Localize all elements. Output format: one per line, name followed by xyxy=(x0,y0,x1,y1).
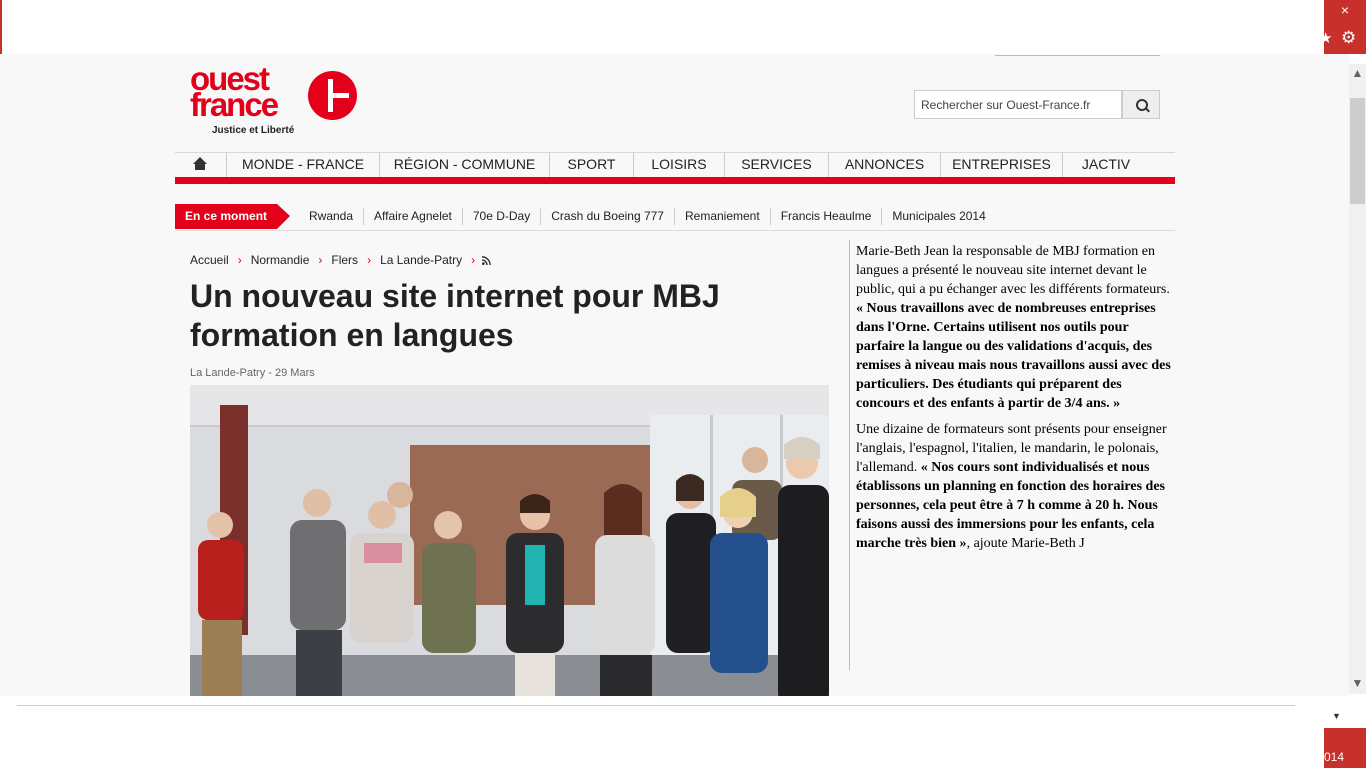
trending-link-affaire-agnelet[interactable]: Affaire Agnelet xyxy=(364,208,463,225)
search-input[interactable]: Rechercher sur Ouest-France.fr xyxy=(914,90,1122,119)
close-icon[interactable]: × xyxy=(1340,2,1350,18)
trending-list xyxy=(299,204,996,229)
group-photo-image xyxy=(190,385,829,696)
scrollbar-thumb[interactable] xyxy=(1350,98,1365,204)
article-paragraph-2 xyxy=(856,420,1178,553)
paragraph-1-text: Marie-Beth Jean la responsable de MBJ formation en langues a présenté le nouveau site internet devant le public, qui a pu échanger avec les différents formateurs. xyxy=(856,244,1170,297)
search-button[interactable] xyxy=(1122,90,1160,119)
paragraph-1-quote: « Nous travaillons avec de nombreuses entreprises dans l'Orne. Certains utilisent nos outils pour parfaire la langue ou des validations d'acquis, des remises à niveau mais nous travaillons aussi avec des particuliers. Des étudiants qui préparent des concours et des enfants à partir de 3/4 ans. » xyxy=(856,301,1171,411)
paragraph-2-quote: « Nos cours sont individualisés et nous établissons un planning en fonction des horaires des personnes, cela peut être à 7 h comme à 20 h. Nous faisons aussi des immersions pour les enfants, cela marche très bien » xyxy=(856,460,1165,551)
rss-icon[interactable] xyxy=(482,256,491,265)
dateline-separator: - xyxy=(265,367,275,379)
logo-word-france: france xyxy=(190,86,278,123)
breadcrumb-link-normandie[interactable]: Normandie xyxy=(250,253,310,267)
breadcrumb-link-flers[interactable]: Flers xyxy=(331,253,359,267)
breadcrumb xyxy=(190,253,491,267)
window-edge xyxy=(0,0,2,54)
nav-item-sport[interactable]: SPORT xyxy=(550,153,634,177)
home-icon-body xyxy=(195,164,205,170)
article-photo[interactable] xyxy=(190,385,829,696)
trending-label: En ce moment xyxy=(175,204,277,229)
nav-item-region-commune[interactable]: RÉGION - COMMUNE xyxy=(380,153,550,177)
article-title: Un nouveau site internet pour MBJ formation en langues xyxy=(190,278,720,353)
logo-word-ouest: ouest xyxy=(190,60,269,97)
article-place: La Lande-Patry xyxy=(190,367,266,379)
nav-item-monde-france[interactable]: MONDE - FRANCE xyxy=(227,153,380,177)
logo-emblem-icon xyxy=(308,71,357,120)
chevron-right-icon: › xyxy=(237,253,242,267)
taskbar-clock: 014 xyxy=(1324,728,1366,768)
trending-bar xyxy=(175,204,1175,231)
trending-link-municipales[interactable]: Municipales 2014 xyxy=(892,209,986,223)
article-body xyxy=(856,242,1178,560)
ouest-france-logo[interactable] xyxy=(190,60,360,143)
nav-item-entreprises[interactable]: ENTREPRISES xyxy=(941,153,1063,177)
nav-red-bar xyxy=(175,177,1175,184)
scroll-up-icon[interactable]: ▲ xyxy=(1351,66,1364,80)
status-divider xyxy=(17,705,1295,706)
home-icon xyxy=(193,157,207,164)
nav-item-loisirs[interactable]: LOISIRS xyxy=(634,153,725,177)
browser-bottom-area xyxy=(0,696,1324,768)
logo-tagline: Justice et Liberté xyxy=(212,125,295,136)
trending-link-crash-boeing[interactable]: Crash du Boeing 777 xyxy=(541,208,675,225)
nav-item-jactiv[interactable]: JACTIV xyxy=(1081,156,1131,172)
scroll-down-icon[interactable]: ▼ xyxy=(1351,676,1364,690)
paragraph-2-text: Une dizaine de formateurs sont présents pour enseigner l'anglais, l'espagnol, l'italien, le mandarin, le polonais, l'allemand. xyxy=(856,422,1167,475)
main-nav xyxy=(175,152,1175,177)
web-page xyxy=(0,54,1349,696)
breadcrumb-link-la-lande-patry[interactable]: La Lande-Patry xyxy=(380,253,463,267)
gear-icon[interactable]: ⚙ xyxy=(1341,28,1357,47)
article-body-column xyxy=(849,240,1180,670)
trending-link-rwanda[interactable]: Rwanda xyxy=(299,208,364,225)
search-icon-handle xyxy=(1145,108,1150,113)
browser-top-area xyxy=(0,0,1324,54)
chevron-down-icon[interactable]: ▼ xyxy=(1332,711,1341,721)
nav-item-annonces[interactable]: ANNONCES xyxy=(829,153,941,177)
header-divider xyxy=(995,55,1160,56)
chevron-right-icon: › xyxy=(367,253,372,267)
article-date: 29 Mars xyxy=(275,367,315,379)
trending-link-francis-heaulme[interactable]: Francis Heaulme xyxy=(771,208,883,225)
chevron-right-icon: › xyxy=(471,253,476,267)
favorites-star-icon[interactable]: ★ xyxy=(1319,30,1333,47)
article-paragraph-1 xyxy=(856,242,1178,413)
chevron-right-icon: › xyxy=(318,253,323,267)
paragraph-2-ending: , ajoute Marie-Beth J xyxy=(966,536,1085,551)
nav-home-button[interactable] xyxy=(175,153,227,177)
article-dateline xyxy=(190,367,315,379)
trending-link-remaniement[interactable]: Remaniement xyxy=(675,208,771,225)
breadcrumb-link-accueil[interactable]: Accueil xyxy=(190,253,229,267)
nav-item-services[interactable]: SERVICES xyxy=(725,153,829,177)
trending-arrow-icon xyxy=(277,204,290,229)
trending-link-d-day[interactable]: 70e D-Day xyxy=(463,208,541,225)
